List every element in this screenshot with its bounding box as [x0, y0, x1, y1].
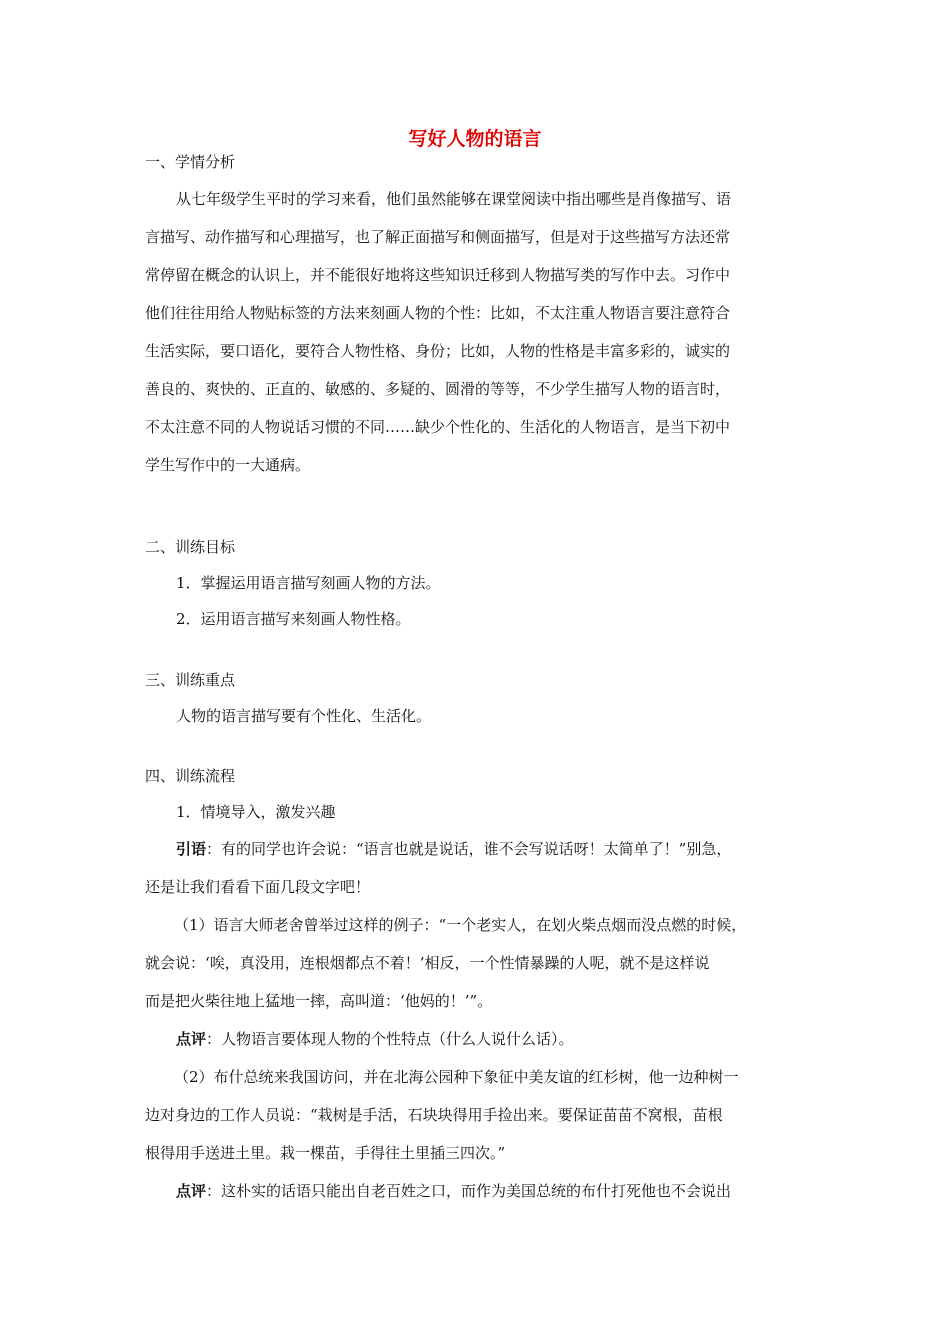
document-title: 写好人物的语言 — [408, 128, 542, 150]
comment-line — [176, 1181, 731, 1201]
comment-label: 点评 — [176, 1030, 207, 1048]
example-line: （2）布什总统来我国访问，并在北海公园种下象征中美友谊的红杉树，他一边种树一 — [174, 1068, 739, 1086]
goal-item: 1．掌握运用语言描写刻画人物的方法。 — [176, 574, 441, 592]
paragraph-line: 善良的、爽快的、正直的、敏感的、多疑的、圆滑的等等，不少学生描写人物的语言时， — [145, 380, 731, 398]
focus-text: 人物的语言描写要有个性化、生活化。 — [176, 707, 432, 725]
section-heading-analysis: 一、学情分析 — [145, 153, 236, 171]
intro-line — [176, 839, 731, 859]
paragraph-line: 还是让我们看看下面几段文字吧！ — [145, 878, 371, 896]
intro-label: 引语 — [176, 840, 207, 858]
step-heading: 1．情境导入，激发兴趣 — [176, 803, 336, 821]
comment-text: ：这朴实的话语只能出自老百姓之口，而作为美国总统的布什打死他也不会说出 — [206, 1182, 732, 1200]
section-heading-process: 四、训练流程 — [145, 767, 236, 785]
comment-text: ：人物语言要体现人物的个性特点（什么人说什么话）。 — [206, 1030, 574, 1048]
example-line: （1）语言大师老舍曾举过这样的例子：“一个老实人，在划火柴点烟而没点燃的时候， — [174, 916, 747, 934]
comment-label: 点评 — [176, 1182, 207, 1200]
paragraph-line: 不太注意不同的人物说话习惯的不同……缺少个性化的、生活化的人物语言，是当下初中 — [145, 418, 731, 436]
example-line: 而是把火柴往地上猛地一摔，高叫道：‘他妈的！’”。 — [145, 992, 493, 1010]
example-line: 边对身边的工作人员说：“栽树是手活，石块块得用手捡出来。要保证苗苗不窝根，苗根 — [145, 1106, 723, 1124]
paragraph-line: 从七年级学生平时的学习来看，他们虽然能够在课堂阅读中指出哪些是肖像描写、语 — [176, 190, 732, 208]
section-heading-goals: 二、训练目标 — [145, 538, 236, 556]
example-line: 就会说：‘唉，真没用，连根烟都点不着！’相反，一个性情暴躁的人呢，就不是这样说 — [145, 954, 710, 972]
paragraph-line: 言描写、动作描写和心理描写，也了解正面描写和侧面描写，但是对于这些描写方法还常 — [145, 228, 731, 246]
example-line: 根得用手送进土里。栽一棵苗，手得往土里插三四次。” — [145, 1144, 506, 1162]
paragraph-line: 生活实际，要口语化，要符合人物性格、身份；比如，人物的性格是丰富多彩的，诚实的 — [145, 342, 731, 360]
comment-line — [176, 1029, 574, 1049]
paragraph-line: 学生写作中的一大通病。 — [145, 456, 311, 474]
intro-text: ：有的同学也许会说：“语言也就是说话，谁不会写说话呀！太简单了！”别急， — [206, 840, 732, 858]
section-heading-focus: 三、训练重点 — [145, 671, 236, 689]
paragraph-line: 常停留在概念的认识上，并不能很好地将这些知识迁移到人物描写类的写作中去。习作中 — [145, 266, 731, 284]
goal-item: 2．运用语言描写来刻画人物性格。 — [176, 610, 411, 628]
paragraph-line: 他们往往用给人物贴标签的方法来刻画人物的个性：比如，不太注重人物语言要注意符合 — [145, 304, 731, 322]
